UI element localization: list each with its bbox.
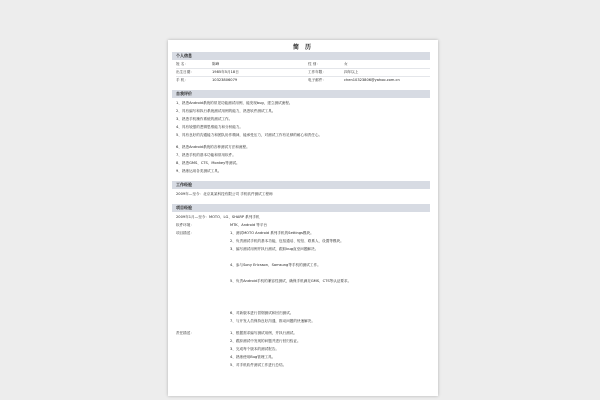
- duty-item: 4、参与Sony Ericsson、Samsung等手机的测试工作。: [230, 263, 321, 267]
- resp-item: 3、完成每个版本的测试报告。: [230, 347, 280, 351]
- duty-item: 5、负责Android手机的兼容性测试，确保手机满足GMS、CTS等认证要求。: [230, 279, 352, 283]
- duty-item: 3、编写测试用例并执行测试，跟踪bug直至问题解决。: [230, 247, 319, 251]
- divider: [176, 76, 430, 77]
- duty-label: 项目描述：: [176, 231, 194, 235]
- phone-label: 手 机：: [176, 78, 188, 82]
- os-label: 软件环境：: [176, 223, 194, 227]
- resume-page: [168, 40, 438, 396]
- resp-item: 5、对手机软件测试工作进行总结。: [230, 363, 287, 367]
- section-title: 自我评价: [176, 91, 192, 96]
- evaluation-item: 5、具有良好的沟通能力和团队协作精神，能承受压力，对测试工作有足够的耐心和责任心。: [176, 133, 323, 137]
- section-title: 项目经验: [176, 205, 192, 210]
- years-label: 工作年限：: [308, 70, 326, 74]
- experience-entry: 2009年—至今：北京某某科技有限公司 手机软件测试工程师: [176, 192, 273, 196]
- birth-label: 出生日期：: [176, 70, 194, 74]
- evaluation-item: 7、熟悉手机的基本功能和常用软件。: [176, 153, 236, 157]
- resp-item: 1、根据需求编写测试用例，并执行测试。: [230, 331, 297, 335]
- section-title: 工作经验: [176, 182, 192, 187]
- name-value: 陈峰: [212, 62, 220, 66]
- birth-value: 1985年5月18日: [212, 70, 239, 74]
- years-value: 四年以上: [344, 70, 359, 74]
- evaluation-item: 3、熟悉手机操作系统的测试工作。: [176, 117, 233, 121]
- section-header-experience: [172, 181, 430, 189]
- os-value: MTK、Android 等平台: [230, 223, 268, 227]
- email-label: 电子邮件：: [308, 78, 326, 82]
- resp-item: 2、跟踪测试中发现的问题并进行回归验证。: [230, 339, 301, 343]
- phone-value: 10323806079: [212, 78, 238, 82]
- duty-item: 1、测试MOTO Android 系列手机的Settings模块。: [230, 231, 314, 235]
- evaluation-item: 4、具有较强的逻辑思维能力和分析能力。: [176, 125, 243, 129]
- name-label: 姓 名：: [176, 62, 188, 66]
- gender-value: 女: [344, 62, 348, 66]
- section-header-personal: [172, 52, 430, 60]
- duty-item: 2、负责测试手机的基本功能，包括通话、短信、联系人、设置等模块。: [230, 239, 344, 243]
- duty-item: 6、对新版本进行冒烟测试和回归测试。: [230, 311, 294, 315]
- section-title: 个人信息: [176, 53, 192, 58]
- evaluation-item: 1、熟悉Android系统的常见功能测试用例，能发现bug，建立测试流程。: [176, 101, 293, 105]
- evaluation-item: 6、熟悉Android系统的各种测试方法和流程。: [176, 145, 250, 149]
- section-header-evaluation: [172, 90, 430, 98]
- project-period: 2009年1月—至今：MOTO、LG、SHARP 系列手机: [176, 215, 260, 219]
- resp-label: 责任描述：: [176, 331, 194, 335]
- gender-label: 性 别：: [308, 62, 320, 66]
- section-header-projects: [172, 204, 430, 212]
- evaluation-item: 2、具有编写和执行系统测试用例的能力，熟悉软件测试工具。: [176, 109, 276, 113]
- resp-item: 4、熟练使用Bug管理工具。: [230, 355, 276, 359]
- email-value: chen10323806@yahoo.com.cn: [344, 78, 400, 82]
- duty-item: 7、与开发人员保持良好沟通，推动问题的快速解决。: [230, 319, 315, 323]
- evaluation-item: 9、熟练运用各类测试工具。: [176, 169, 222, 173]
- divider: [176, 68, 430, 69]
- evaluation-item: 8、熟悉GMS、CTS、Monkey等测试。: [176, 161, 240, 165]
- page-title: 简 历: [292, 44, 314, 51]
